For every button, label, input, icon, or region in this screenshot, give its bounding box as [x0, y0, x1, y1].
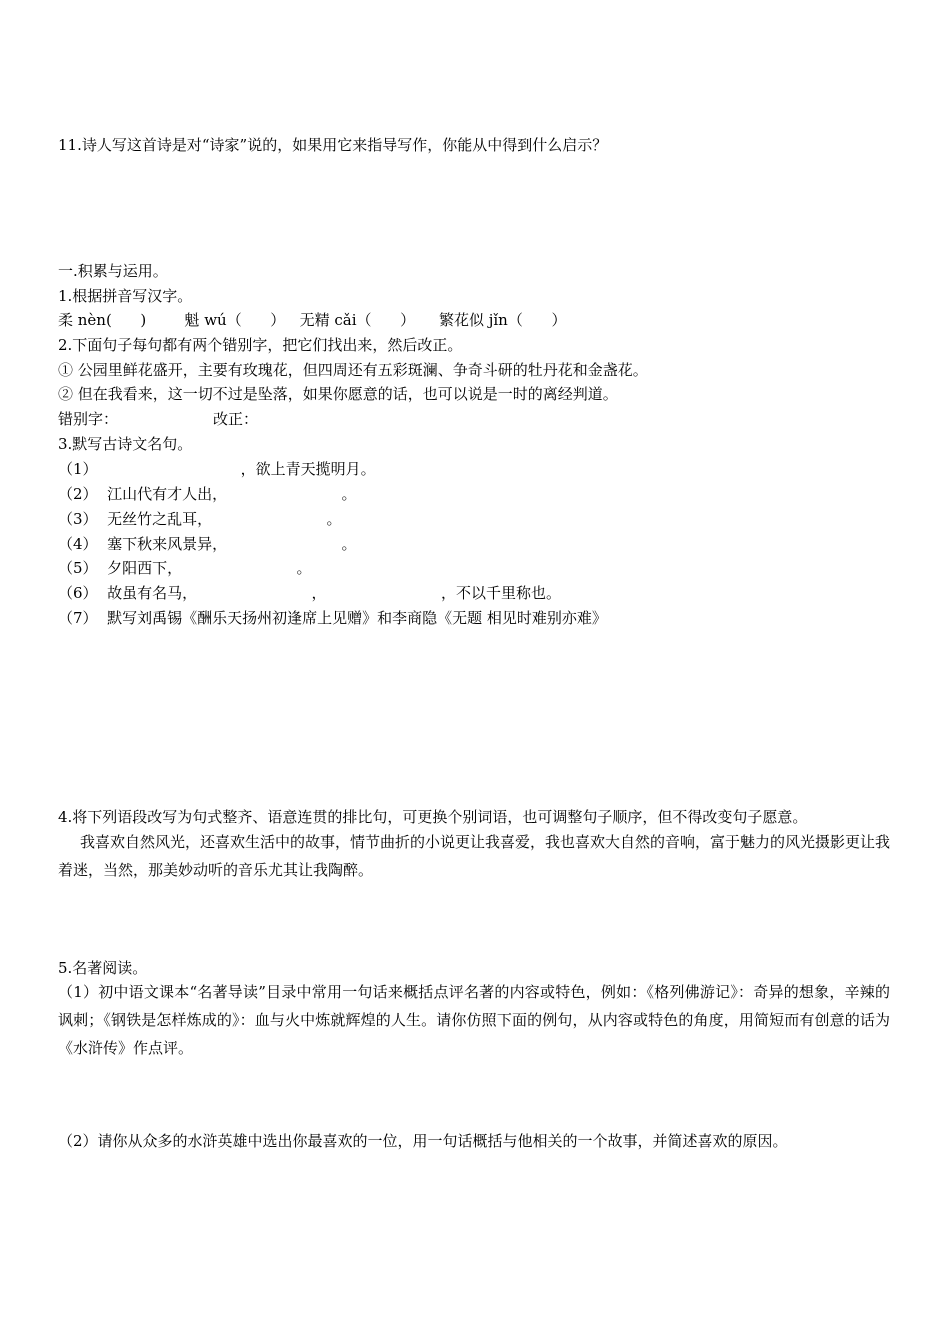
question-1-items: 柔 nèn( ) 魁 wú（ ） 无精 cǎi（ ） 繁花似 jǐn（ ） [58, 311, 567, 329]
question-3-item: （3） 无丝竹之乱耳， 。 [58, 510, 342, 528]
question-2-sentence-1: ① 公园里鲜花盛开，主要有玫瑰花，但四周还有五彩斑澜、争奇斗研的牡丹花和金盏花。 [58, 361, 648, 379]
question-5-title: 5.名著阅读。 [58, 959, 148, 977]
question-5-part-2: （2）请你从众多的水浒英雄中选出你最喜欢的一位，用一句话概括与他相关的一个故事，并简述喜欢的原因。 [58, 1132, 788, 1150]
correction-label: 改正： [213, 410, 259, 428]
question-3-item: （5） 夕阳西下， 。 [58, 559, 312, 577]
question-2-title: 2.下面句子每句都有两个错别字，把它们找出来，然后改正。 [58, 336, 463, 354]
question-3-item: （2） 江山代有才人出， 。 [58, 485, 357, 503]
error-chars-label: 错别字： [58, 410, 119, 428]
question-11: 11.诗人写这首诗是对“诗家”说的，如果用它来指导写作，你能从中得到什么启示？ [58, 136, 608, 154]
question-4-passage: 我喜欢自然风光，还喜欢生活中的故事，情节曲折的小说更让我喜爱，我也喜欢大自然的音响，富于魅力的风光摄影更让我着迷，当然，那美妙动听的音乐尤其让我陶醉。 [58, 833, 891, 879]
question-3-item: （4） 塞下秋来风景异， 。 [58, 535, 357, 553]
question-3-item: （7） 默写刘禹锡《酬乐天扬州初逢席上见赠》和李商隐《无题 相见时难别亦难》 [58, 609, 607, 627]
question-5-part-1: （1）初中语文课本“名著导读”目录中常用一句话来概括点评名著的内容或特色，例如：《格列佛游记》：奇异的想象，辛辣的讽刺；《钢铁是怎样炼成的》：血与火中炼就辉煌的人生。请你仿照下面的例句，从内容或特色的角度，用简短而有创意的话为《水浒传》作点评。 [58, 983, 890, 1057]
question-3-title: 3.默写古诗文名句。 [58, 435, 193, 453]
question-3-item: （1） ，欲上青天揽明月。 [58, 460, 376, 478]
question-2-sentence-2: ② 但在我看来，这一切不过是坠落，如果你愿意的话，也可以说是一时的离经判道。 [58, 385, 618, 403]
question-3-item: （6） 故虽有名马， ， ，不以千里称也。 [58, 584, 561, 602]
question-1-title: 1.根据拼音写汉字。 [58, 287, 193, 305]
question-4-title: 4.将下列语段改写为句式整齐、语意连贯的排比句，可更换个别词语，也可调整句子顺序，但不得改变句子愿意。 [58, 808, 808, 826]
section-title: 一.积累与运用。 [58, 262, 168, 280]
